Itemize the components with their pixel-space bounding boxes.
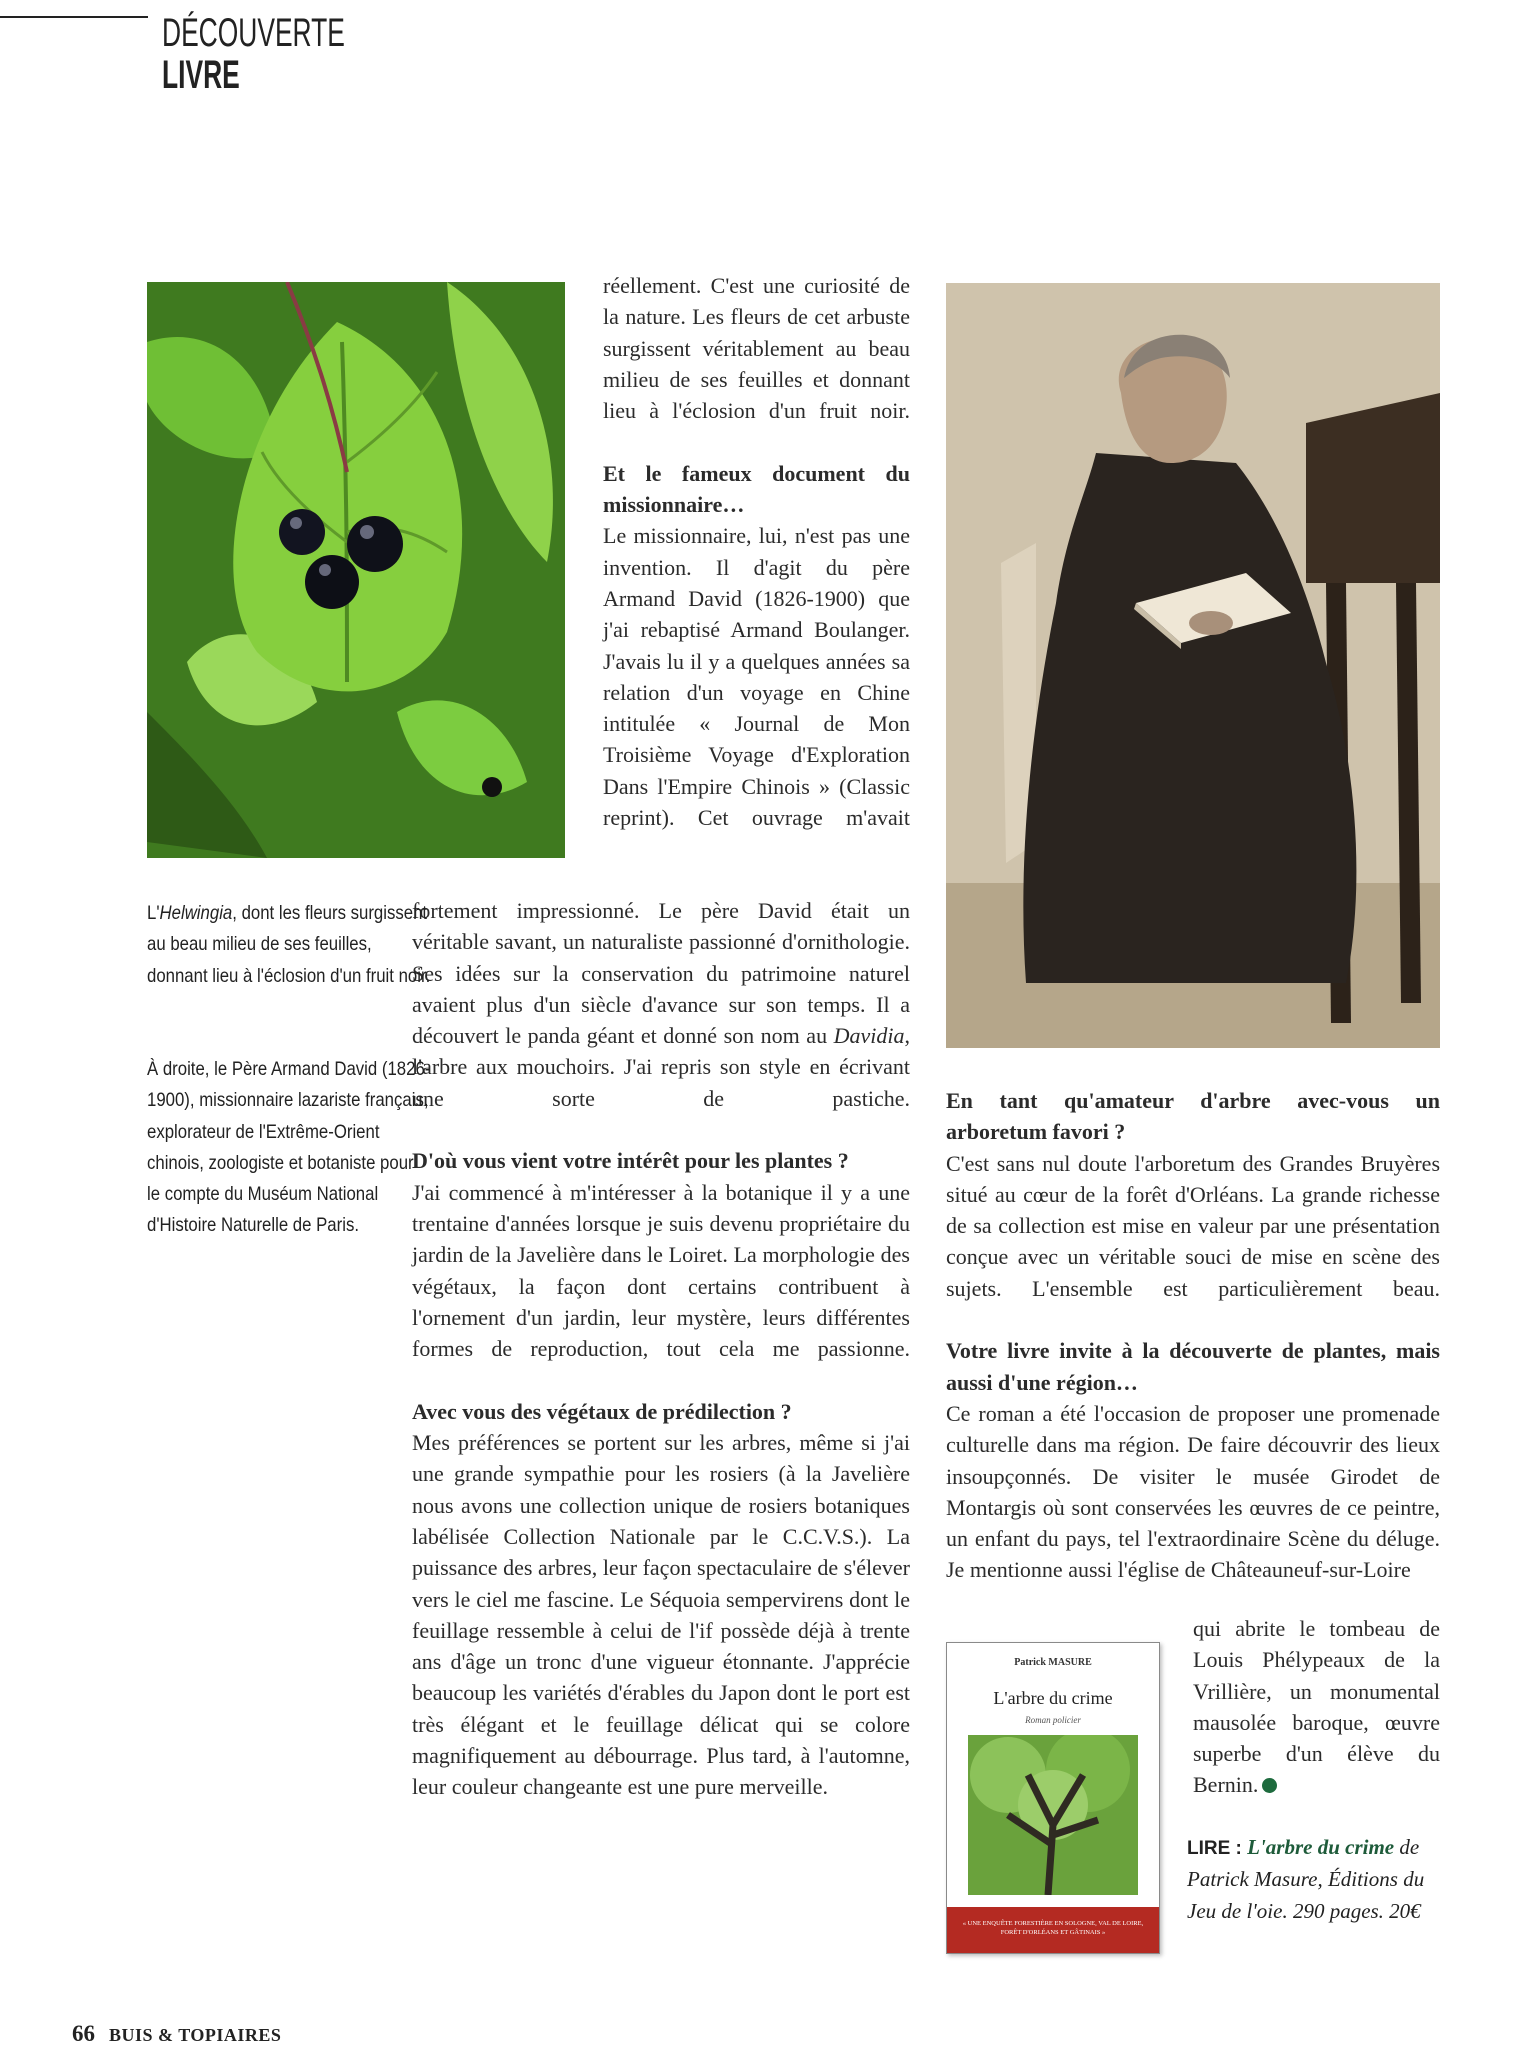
caption-portrait: À droite, le Père Armand David (1826-1900), missionnaire lazariste français, explorateur de l'Extrême-Orient chinois, zoologiste et botaniste pour le compte du Muséum National d'Histoire Naturelle de Paris.	[147, 1058, 431, 1237]
book-title: L'arbre du crime	[993, 1688, 1113, 1708]
section-rubric	[162, 12, 345, 96]
helwingia-photo	[147, 282, 565, 858]
book-band: « UNE ENQUÊTE FORESTIÈRE EN SOLOGNE, VAL DE LOIRE, FORÊT D'ORLÉANS ET GÂTINAIS »	[947, 1907, 1159, 1953]
book-genre: Roman policier	[1025, 1715, 1081, 1725]
article-column-middle-top	[603, 270, 910, 865]
book-tree-image	[968, 1735, 1138, 1895]
article-paragraph: Le missionnaire, lui, n'est pas une invention. Il d'agit du père Armand David (1826-1900) que j'ai rebaptisé Armand Boulanger. J'avais lu il y a quelques années sa relation d'un voyage en Chine intitulée « Journal de Mon Troisième Voyage d'Exploration Dans l'Empire Chinois » (Classic reprint). Cet ouvrage m'avait	[603, 523, 910, 831]
article-column-middle	[412, 895, 910, 1803]
pere-david-portrait	[946, 283, 1440, 1048]
credit-label: LIRE :	[1187, 1838, 1242, 1859]
subsection-label: LIVRE	[162, 53, 240, 97]
book-cover	[946, 1642, 1160, 1954]
article-paragraph-davidia: fortement impressionné. Le père David était un véritable savant, un naturaliste passionné d'ornithologie. Ses idées sur la conservation du patrimoine naturel avaient plus d'un siècle d'avance sur son temps. Il a découvert le panda géant et donné son nom au Davidia, l'arbre aux mouchoirs. J'ai repris son style en écrivant une sorte de pastiche.	[412, 898, 910, 1111]
caption-helwingia: L'Helwingia, dont les fleurs surgissent au beau milieu de ses feuilles, donnant lieu à l'éclosion d'un fruit noir.	[147, 902, 431, 987]
interview-question: Votre livre invite à la découverte de plantes, mais aussi d'une région…	[946, 1338, 1440, 1395]
end-mark-icon	[1262, 1778, 1277, 1793]
book-author: Patrick MASURE	[1014, 1657, 1092, 1668]
interview-question: Avec vous des végétaux de prédilection ?	[412, 1398, 792, 1424]
page-footer	[72, 2021, 281, 2047]
article-paragraph: Mes préférences se portent sur les arbres, même si j'ai une grande sympathie pour les rosiers (à la Javelière nous avons une collection unique de rosiers botaniques labélisée Collection Nationale par le C.C.V.S.). La puissance des arbres, leur façon spectaculaire de s'élever vers le ciel me fascine. Le Séquoia sempervirens dont le feuillage ressemble à celui de l'if possède déjà à trente ans d'âge un tronc d'une vigueur étonnante. J'apprécie beaucoup les variétés d'érables du Japon dont le port est très élégant et le feuillage délicat qui se colore magnifiquement au débourrage. Plus tard, à l'automne, leur couleur changeante est une pure merveille.	[412, 1430, 910, 1800]
article-column-right	[946, 1085, 1440, 1586]
article-paragraph: J'ai commencé à m'intéresser à la botanique il y a une trentaine d'années lorsque je suis devenu propriétaire du jardin de la Javelière dans le Loiret. La morphologie des végétaux, la façon dont certains contribuent à l'ornement d'un jardin, leur mystère, leurs différentes formes de reproduction, tout cela me passionne.	[412, 1179, 910, 1362]
credit-details: de Patrick Masure, Éditions du Jeu de l'oie. 290 pages. 20€	[1187, 1835, 1425, 1923]
interview-question: En tant qu'amateur d'arbre avec-vous un arboretum favori ?	[946, 1088, 1440, 1145]
section-label: DÉCOUVERTE	[162, 11, 345, 55]
article-paragraph: C'est sans nul doute l'arboretum des Grandes Bruyères situé au cœur de la forêt d'Orléans. La grande richesse de sa collection est mise en valeur par une présentation conçue avec un véritable souci de mise en scène des sujets. L'ensemble est particulièrement beau.	[946, 1150, 1440, 1301]
page-number: 66	[72, 2021, 95, 2046]
book-credit	[1187, 1832, 1447, 1927]
article-paragraph: réellement. C'est une curiosité de la nature. Les fleurs de cet arbuste surgissent véritablement au beau milieu de ses feuilles et donnant lieu à l'éclosion d'un fruit noir.	[603, 273, 910, 424]
interview-question: D'où vous vient votre intérêt pour les plantes ?	[412, 1148, 849, 1174]
magazine-name: BUIS & TOPIAIRES	[109, 2025, 282, 2045]
header-rule	[0, 16, 148, 18]
interview-question: Et le fameux document du missionnaire…	[603, 460, 910, 518]
article-column-right-wrap	[1193, 1613, 1440, 1801]
article-closing-paragraph: qui abrite le tombeau de Louis Phélypeaux de la Vrillière, un monumental mausolée baroque, œuvre superbe d'un élève du Bernin.	[1193, 1616, 1440, 1798]
article-paragraph: Ce roman a été l'occasion de proposer une promenade culturelle dans ma région. De faire découvrir des lieux insoupçonnés. De visiter le musée Girodet de Montargis où sont conservées les œuvres de ce peintre, un enfant du pays, tel l'extraordinaire Scène du déluge. Je mentionne aussi l'église de Châteauneuf-sur-Loire	[946, 1400, 1440, 1583]
credit-title: L'arbre du crime	[1247, 1835, 1395, 1859]
davidia-italic: Davidia	[833, 1023, 905, 1049]
